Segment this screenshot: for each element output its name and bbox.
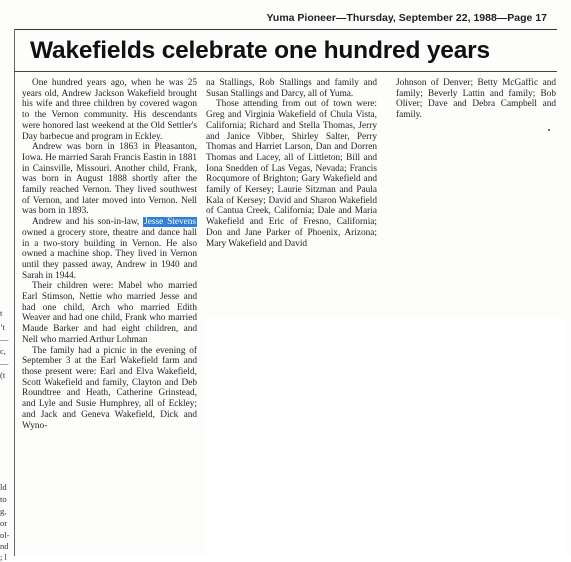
speck-mark bbox=[548, 129, 550, 131]
left-column-rule bbox=[14, 29, 15, 556]
edge-fragment: ; l bbox=[0, 552, 7, 562]
edge-fragment: — bbox=[0, 358, 9, 368]
paragraph-4: Their children were: Mabel who married Earl Stimson, Nettie who married Jesse and had one child, Arch who married Edith Weaver and had one child, Frank who married Maude Barker and had eight children, and Nell who married Arthur Lohman bbox=[22, 281, 197, 345]
top-rule bbox=[14, 29, 557, 30]
page-masthead: Yuma Pioneer—Thursday, September 22, 1988—Page 17 bbox=[266, 12, 547, 24]
edge-fragment: — bbox=[0, 334, 9, 344]
paragraph-6: na Stallings, Rob Stallings and family and Susan Stallings and Darcy, all of Yuma. bbox=[206, 78, 377, 99]
paragraph-3-start: Andrew and his son-in-law, bbox=[32, 217, 144, 228]
paragraph-1: One hundred years ago, when he was 25 years old, Andrew Jackson Wakefield brought his wife and three children by covered wagon to the Vernon community. His descendants were honored last weekend at the Old Settler's Day barbecue and program in Eckley. bbox=[22, 78, 197, 142]
paragraph-7: Those attending from out of town were: Greg and Virginia Wakefield of Chula Vista, California; Richard and Stella Thomas, Jerry and Janice Vibber, Shirley Salter, Perry Thomas and Harriet Larson, Dan and Dorren Thomas and Lacey, all of Littleton; Bill and Iona Snedden of Las Vegas, Nevada; Francis Rocqumore of Brighton; Gary Wakefield and family of Kersey; Laurie Sitzman and Paula Kala of Kersey; David and Sharon Wakefield of Cantua Creek, California; Dale and Maria Wakefield and Eric of Fresno, California; Don and Jane Parker of Phoenix, Arizona; Mary Wakefield and David bbox=[206, 99, 377, 249]
edge-fragment: ld bbox=[0, 482, 7, 492]
article-column-1 bbox=[22, 78, 197, 431]
highlighted-name[interactable]: Jesse Stevens bbox=[144, 217, 197, 228]
edge-fragment: t bbox=[0, 308, 3, 318]
edge-fragment: to bbox=[0, 494, 7, 504]
paragraph-2: Andrew was born in 1863 in Pleasanton, Iowa. He married Sarah Francis Eastin in 1881 in Cainsville, Missouri. Another child, Frank, was born in August 1888 shortly after the family reached Vernon. They lived southwest of Vernon, and later moved into Vernon. Nell was born in 1893. bbox=[22, 142, 197, 217]
edge-fragment: g, bbox=[0, 506, 7, 516]
paragraph-3-end: owned a grocery store, theatre and dance hall in a two-story building in Vernon. He also owned a machine shop. They lived in Vernon until they passed away, Andrew in 1940 and Sarah in 1944. bbox=[22, 227, 197, 281]
edge-fragment: or bbox=[0, 518, 8, 528]
paragraph-8: Johnson of Denver; Betty McGaffic and family; Beverly Lattin and family; Bob Oliver; Dave and Debra Campbell and family. bbox=[396, 78, 556, 121]
paragraph-3 bbox=[22, 217, 197, 281]
edge-fragment: nd bbox=[0, 541, 9, 551]
edge-fragment: ’t bbox=[0, 322, 6, 332]
edge-fragment: (t bbox=[0, 370, 6, 380]
blank-area bbox=[206, 318, 564, 556]
headline-rule bbox=[14, 71, 557, 72]
article-headline: Wakefields celebrate one hundred years bbox=[30, 37, 490, 64]
article-column-3 bbox=[396, 78, 556, 121]
paragraph-5: The family had a picnic in the evening of September 3 at the Earl Wakefield farm and those present were: Earl and Elva Wakefield, Scott Wakefield and family, Clayton and Deb Roundtree and Heath, Catherine Grinstead, and Lyle and Susie Humphrey, all of Eckley; and Jack and Geneva Wakefield, Dick and Wyno- bbox=[22, 345, 197, 431]
article-column-2 bbox=[206, 78, 377, 249]
edge-fragment: c, bbox=[0, 346, 6, 356]
edge-fragment: ol- bbox=[0, 530, 10, 540]
